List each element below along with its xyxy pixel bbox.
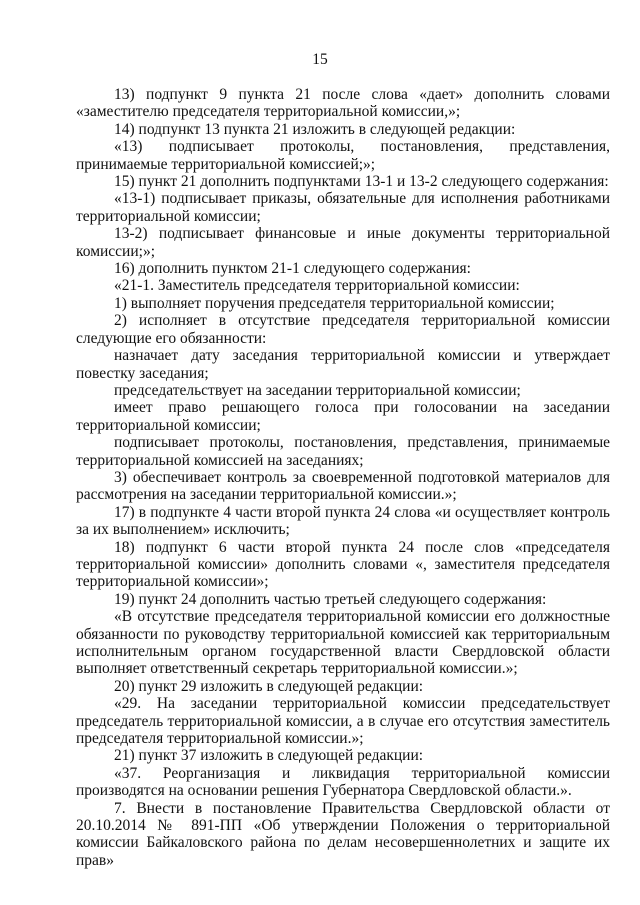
paragraph-14: 14) подпункт 13 пункта 21 изложить в следующей редакции: [114, 120, 516, 138]
paragraph-21-text: «37. Реорганизация и ликвидация территориальной комиссии производятся на основании решения Губернатора Свердловской области.». [76, 764, 610, 800]
paragraph-15-sub-13-1: «13-1) подписывает приказы, обязательные для исполнения работниками территориальной комиссии; [76, 190, 610, 225]
paragraph-15: 15) пункт 21 дополнить подпунктами 13-1 и 13-2 следующего содержания: [114, 173, 609, 191]
paragraph-19: 19) пункт 24 дополнить частью третьей следующего содержания: [114, 590, 547, 608]
paragraph-18: 18) подпункт 6 части второй пункта 24 после слов «председателя территориальной комиссии» дополнить словами «, заместителя председателя территориальной комиссии»; [76, 538, 610, 591]
paragraph-21-1-heading: «21-1. Заместитель председателя территориальной комиссии: [114, 277, 520, 295]
page-number: 15 [312, 51, 328, 68]
paragraph-15-sub-13-2: 13-2) подписывает финансовые и иные документы территориальной комиссии;»; [76, 225, 610, 260]
paragraph-21: 21) пункт 37 изложить в следующей редакции: [114, 747, 424, 765]
paragraph-17: 17) в подпункте 4 части второй пункта 24 слова «и осуществляет контроль за их выполнением» исключить; [76, 503, 610, 539]
paragraph-7: 7. Внести в постановление Правительства Свердловской области от 20.10.2014 № 891-ПП «Об утверждении Положения о территориальной комиссии Байкаловского района по делам несовершеннолетних и защите их прав» [76, 799, 610, 869]
paragraph-duty-sign: подписывает протоколы, постановления, представления, принимаемые территориальной комиссией на заседаниях; [76, 434, 610, 469]
paragraph-21-1-item-1: 1) выполняет поручения председателя территориальной комиссии; [114, 294, 555, 312]
paragraph-duty-vote: имеет право решающего голоса при голосовании на заседании территориальной комиссии; [76, 399, 610, 434]
paragraph-16: 16) дополнить пунктом 21-1 следующего содержания: [114, 260, 471, 278]
paragraph-20-text: «29. На заседании территориальной комиссии председательствует председатель территориальной комиссии, а в случае его отсутствия заместитель председателя территориальной комиссии.»; [76, 695, 610, 748]
paragraph-20: 20) пункт 29 изложить в следующей редакции: [114, 677, 424, 695]
paragraph-14-text: «13) подписывает протоколы, постановления, представления, принимаемые территориальной комиссией;»; [76, 138, 610, 173]
document-body [76, 86, 610, 869]
paragraph-21-1-item-3: 3) обеспечивает контроль за своевременной подготовкой материалов для рассмотрения на заседании территориальной комиссии.»; [76, 468, 610, 504]
paragraph-13: 13) подпункт 9 пункта 21 после слова «дает» дополнить словами «заместителю председателя территориальной комиссии,»; [76, 86, 610, 121]
paragraph-19-text: «В отсутствие председателя территориальной комиссии его должностные обязанности по руководству территориальной комиссией как территориальным исполнительным органом государственной власти Свердловской области выполняет ответственный секретарь территориальной комиссии.»; [76, 608, 610, 678]
paragraph-duty-preside: председательствует на заседании территориальной комиссии; [114, 381, 521, 399]
paragraph-duty-agenda: назначает дату заседания территориальной комиссии и утверждает повестку заседания; [76, 347, 610, 382]
paragraph-21-1-item-2: 2) исполняет в отсутствие председателя территориальной комиссии следующие его обязанности: [76, 312, 610, 347]
